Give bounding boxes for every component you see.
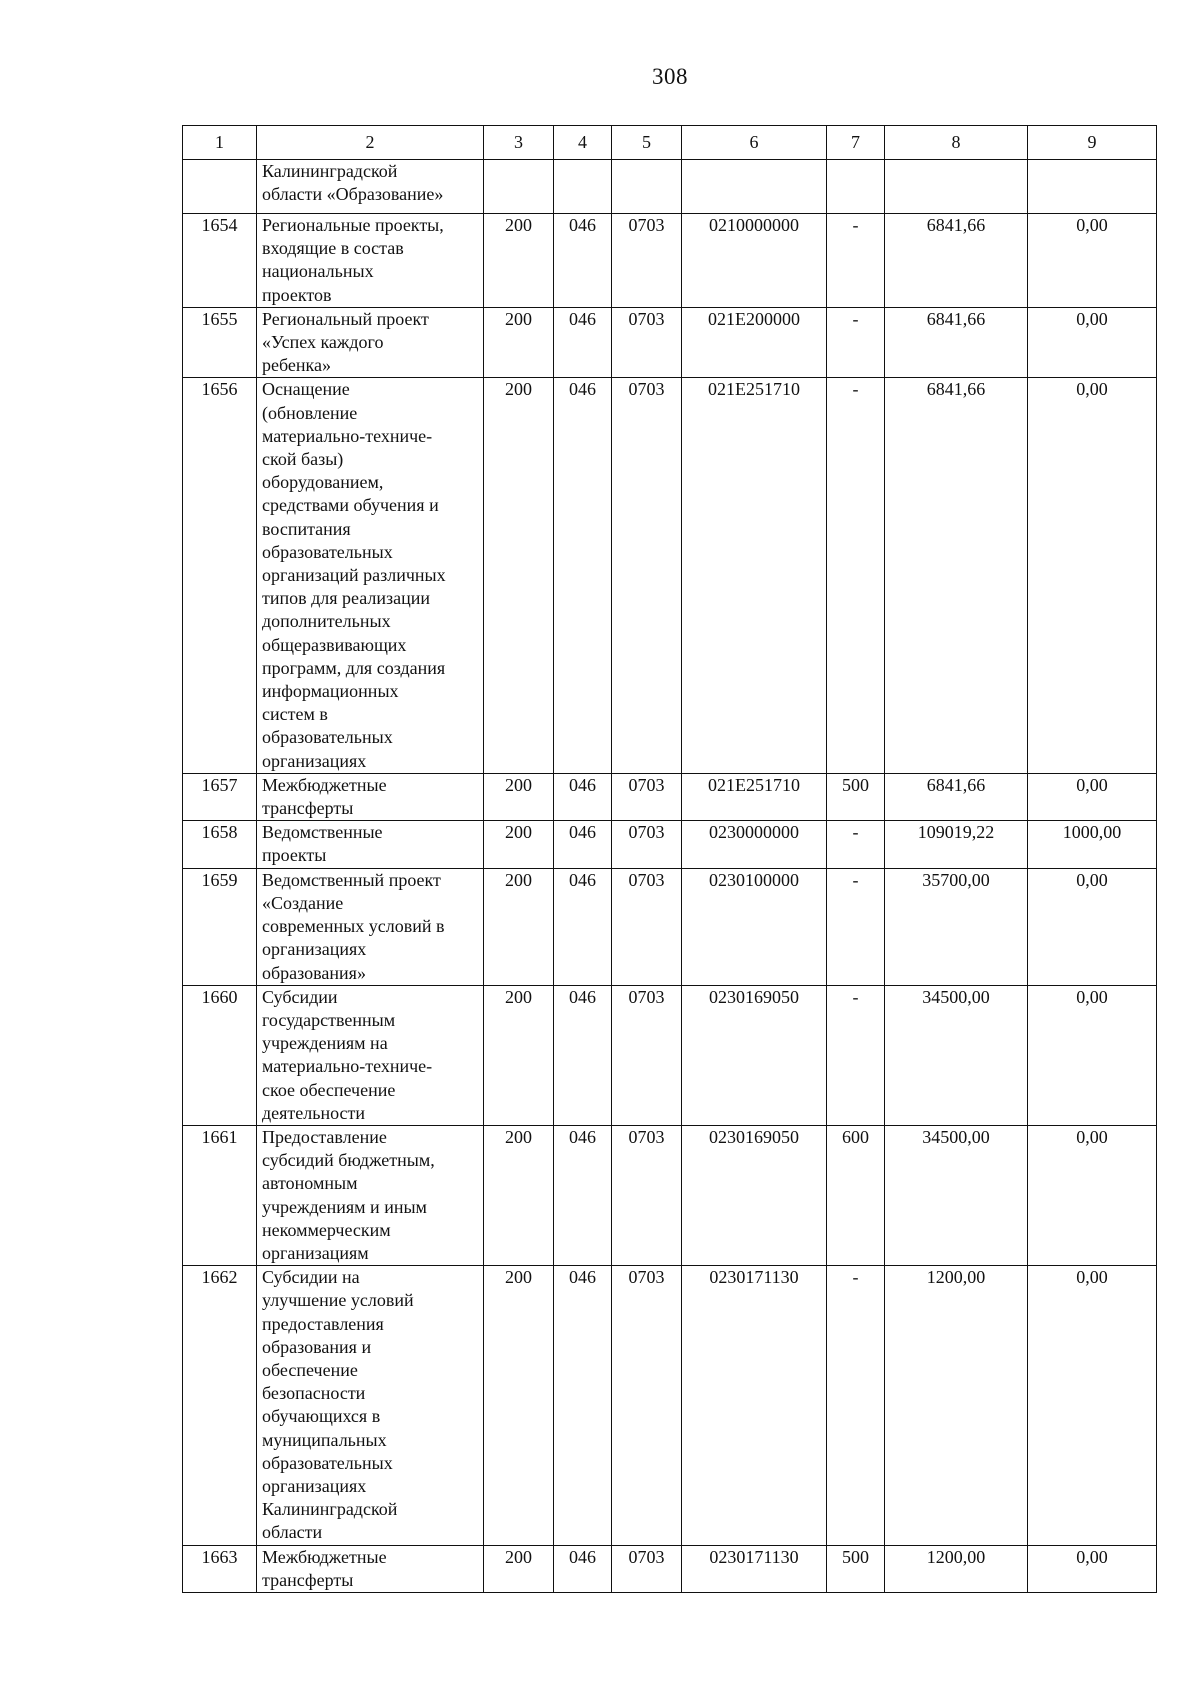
column-7-cell: - xyxy=(827,1266,885,1545)
column-7-cell: - xyxy=(827,985,885,1125)
row-name-cell: Ведомственные проекты xyxy=(257,821,484,868)
column-4-cell: 046 xyxy=(554,307,612,378)
column-9-cell: 0,00 xyxy=(1028,214,1157,308)
row-name-cell: Региональный проект «Успех каждого ребенка» xyxy=(257,307,484,378)
column-5-cell: 0703 xyxy=(612,214,682,308)
column-4-cell: 046 xyxy=(554,1266,612,1545)
table-row xyxy=(183,214,1157,308)
table-row xyxy=(183,1545,1157,1592)
row-number-cell: 1661 xyxy=(183,1125,257,1265)
column-3-cell: 200 xyxy=(484,821,554,868)
row-number-cell: 1654 xyxy=(183,214,257,308)
table-row xyxy=(183,821,1157,868)
column-8-cell: 34500,00 xyxy=(885,985,1028,1125)
row-name-cell: Предоставление субсидий бюджетным, автономным учреждениям и иным некоммерческим организациям xyxy=(257,1125,484,1265)
header-cell: 9 xyxy=(1028,126,1157,160)
table-row xyxy=(183,773,1157,820)
empty-cell xyxy=(612,160,682,214)
row-number-cell: 1659 xyxy=(183,868,257,985)
column-5-cell: 0703 xyxy=(612,1545,682,1592)
budget-table xyxy=(182,125,1157,1593)
column-7-cell: - xyxy=(827,307,885,378)
column-3-cell: 200 xyxy=(484,1125,554,1265)
column-9-cell: 0,00 xyxy=(1028,1266,1157,1545)
table-row xyxy=(183,378,1157,773)
column-3-cell: 200 xyxy=(484,1266,554,1545)
column-9-cell: 0,00 xyxy=(1028,1545,1157,1592)
header-cell: 4 xyxy=(554,126,612,160)
column-3-cell: 200 xyxy=(484,868,554,985)
header-cell: 5 xyxy=(612,126,682,160)
column-5-cell: 0703 xyxy=(612,773,682,820)
header-cell: 2 xyxy=(257,126,484,160)
column-8-cell: 35700,00 xyxy=(885,868,1028,985)
row-number-cell: 1657 xyxy=(183,773,257,820)
column-7-cell: 600 xyxy=(827,1125,885,1265)
column-8-cell: 34500,00 xyxy=(885,1125,1028,1265)
column-6-cell: 0230169050 xyxy=(682,985,827,1125)
empty-cell xyxy=(554,160,612,214)
column-4-cell: 046 xyxy=(554,773,612,820)
column-6-cell: 0230171130 xyxy=(682,1266,827,1545)
column-6-cell: 0230169050 xyxy=(682,1125,827,1265)
table-row xyxy=(183,868,1157,985)
table-row xyxy=(183,1266,1157,1545)
row-name-cell: Калининградской области «Образование» xyxy=(257,160,484,214)
empty-cell xyxy=(1028,160,1157,214)
column-5-cell: 0703 xyxy=(612,868,682,985)
column-5-cell: 0703 xyxy=(612,821,682,868)
column-9-cell: 0,00 xyxy=(1028,868,1157,985)
table-row xyxy=(183,1125,1157,1265)
column-4-cell: 046 xyxy=(554,214,612,308)
column-4-cell: 046 xyxy=(554,1125,612,1265)
row-name-cell: Региональные проекты, входящие в состав национальных проектов xyxy=(257,214,484,308)
header-cell: 3 xyxy=(484,126,554,160)
header-row xyxy=(183,126,1157,160)
column-3-cell: 200 xyxy=(484,773,554,820)
row-number-cell: 1663 xyxy=(183,1545,257,1592)
column-9-cell: 0,00 xyxy=(1028,378,1157,773)
column-5-cell: 0703 xyxy=(612,307,682,378)
empty-cell xyxy=(885,160,1028,214)
column-4-cell: 046 xyxy=(554,821,612,868)
row-number-cell: 1662 xyxy=(183,1266,257,1545)
column-3-cell: 200 xyxy=(484,378,554,773)
column-7-cell: - xyxy=(827,868,885,985)
row-number-cell: 1655 xyxy=(183,307,257,378)
column-6-cell: 0230171130 xyxy=(682,1545,827,1592)
header-cell: 6 xyxy=(682,126,827,160)
column-6-cell: 021E251710 xyxy=(682,773,827,820)
row-number-cell: 1658 xyxy=(183,821,257,868)
header-cell: 7 xyxy=(827,126,885,160)
column-7-cell: - xyxy=(827,378,885,773)
column-3-cell: 200 xyxy=(484,1545,554,1592)
column-8-cell: 6841,66 xyxy=(885,214,1028,308)
row-name-cell: Межбюджетные трансферты xyxy=(257,1545,484,1592)
column-4-cell: 046 xyxy=(554,985,612,1125)
row-name-cell: Субсидии на улучшение условий предоставления образования и обеспечение безопасности обучающихся в муниципальных образовательных организациях Калининградской области xyxy=(257,1266,484,1545)
row-number-cell xyxy=(183,160,257,214)
column-8-cell: 1200,00 xyxy=(885,1545,1028,1592)
column-8-cell: 6841,66 xyxy=(885,378,1028,773)
column-4-cell: 046 xyxy=(554,1545,612,1592)
column-5-cell: 0703 xyxy=(612,1266,682,1545)
row-name-cell: Субсидии государственным учреждениям на материально-техниче- ское обеспечение деятельности xyxy=(257,985,484,1125)
empty-cell xyxy=(484,160,554,214)
column-4-cell: 046 xyxy=(554,378,612,773)
column-8-cell: 6841,66 xyxy=(885,773,1028,820)
table-row xyxy=(183,307,1157,378)
column-9-cell: 1000,00 xyxy=(1028,821,1157,868)
column-6-cell: 021E200000 xyxy=(682,307,827,378)
column-8-cell: 109019,22 xyxy=(885,821,1028,868)
header-cell: 1 xyxy=(183,126,257,160)
column-6-cell: 0230100000 xyxy=(682,868,827,985)
column-8-cell: 1200,00 xyxy=(885,1266,1028,1545)
column-6-cell: 0230000000 xyxy=(682,821,827,868)
column-7-cell: 500 xyxy=(827,1545,885,1592)
column-4-cell: 046 xyxy=(554,868,612,985)
empty-cell xyxy=(827,160,885,214)
column-5-cell: 0703 xyxy=(612,985,682,1125)
column-9-cell: 0,00 xyxy=(1028,985,1157,1125)
table-row xyxy=(183,985,1157,1125)
column-3-cell: 200 xyxy=(484,985,554,1125)
header-cell: 8 xyxy=(885,126,1028,160)
column-3-cell: 200 xyxy=(484,214,554,308)
page-number: 308 xyxy=(652,64,688,89)
row-number-cell: 1656 xyxy=(183,378,257,773)
empty-cell xyxy=(682,160,827,214)
row-number-cell: 1660 xyxy=(183,985,257,1125)
column-6-cell: 021E251710 xyxy=(682,378,827,773)
column-8-cell: 6841,66 xyxy=(885,307,1028,378)
column-7-cell: 500 xyxy=(827,773,885,820)
column-7-cell: - xyxy=(827,214,885,308)
column-9-cell: 0,00 xyxy=(1028,307,1157,378)
continuation-row xyxy=(183,160,1157,214)
column-5-cell: 0703 xyxy=(612,378,682,773)
row-name-cell: Ведомственный проект «Создание современных условий в организациях образования» xyxy=(257,868,484,985)
row-name-cell: Межбюджетные трансферты xyxy=(257,773,484,820)
column-6-cell: 0210000000 xyxy=(682,214,827,308)
row-name-cell: Оснащение (обновление материально-техниче- ской базы) оборудованием, средствами обучения и воспитания образовательных организаций различных типов для реализации дополнительных общеразвивающих программ, для создания информационных систем в образовательных организациях xyxy=(257,378,484,773)
column-5-cell: 0703 xyxy=(612,1125,682,1265)
column-7-cell: - xyxy=(827,821,885,868)
column-3-cell: 200 xyxy=(484,307,554,378)
column-9-cell: 0,00 xyxy=(1028,1125,1157,1265)
column-9-cell: 0,00 xyxy=(1028,773,1157,820)
